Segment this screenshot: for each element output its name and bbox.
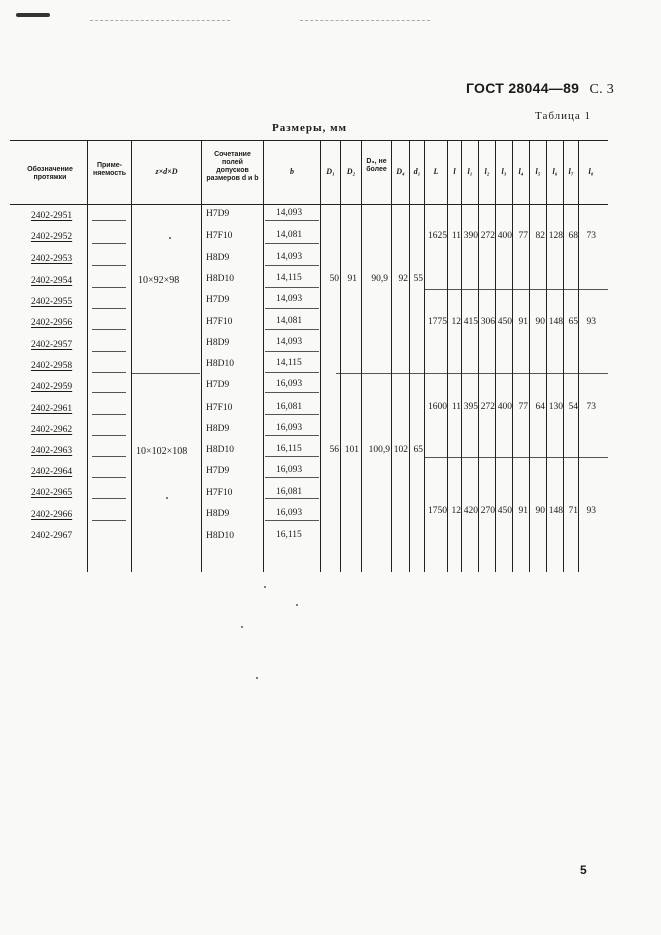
group2-b-l3: 450 <box>497 506 512 516</box>
row-fit: H7F10 <box>206 488 233 498</box>
group1-a-l2: 272 <box>480 231 495 241</box>
b-rule <box>265 265 319 266</box>
row-b: 14,081 <box>276 316 303 326</box>
row-b: 16,081 <box>276 402 303 412</box>
subgroup-divider <box>424 289 608 290</box>
row-code: 2402-2962 <box>31 425 73 435</box>
row-b: 14,081 <box>276 230 303 240</box>
col-rule <box>340 140 341 572</box>
group-divider <box>336 373 608 374</box>
page-reference: С. 3 <box>589 82 614 97</box>
scan-speck <box>169 237 171 239</box>
blank-line <box>92 456 126 457</box>
group1-b-l: 12 <box>451 317 461 327</box>
col-header-l5: l₅ <box>535 167 541 176</box>
group2-a-l7: 54 <box>568 402 578 412</box>
row-fit: H8D10 <box>206 531 234 541</box>
group2-b-l2: 270 <box>480 506 495 516</box>
group1-b-l1: 415 <box>463 317 478 327</box>
row-fit: H8D9 <box>206 253 230 263</box>
group1-D2: 91 <box>347 274 357 284</box>
col-header-zdD: z×d×D <box>155 167 178 176</box>
group1-a-l8: 73 <box>586 231 596 241</box>
row-code: 2402-2964 <box>31 467 73 477</box>
row-fit: H8D9 <box>206 338 230 348</box>
row-fit: H7F10 <box>206 231 233 241</box>
row-code: 2402-2953 <box>31 254 73 264</box>
col-rule <box>361 140 362 572</box>
group2-a-l8: 73 <box>586 402 596 412</box>
row-code: 2402-2956 <box>31 318 73 328</box>
col-header-D3: D₃, не более <box>366 158 387 173</box>
row-fit: H7D9 <box>206 380 230 390</box>
b-rule <box>265 308 319 309</box>
col-header-l: l <box>453 167 456 176</box>
blank-line <box>92 329 126 330</box>
units-caption: Размеры, мм <box>272 122 348 134</box>
blank-line <box>92 498 126 499</box>
page-number: 5 <box>580 863 587 877</box>
row-fit: H7D9 <box>206 295 230 305</box>
col-header-l3: l₃ <box>501 167 507 176</box>
group2-a-l6: 130 <box>548 402 563 412</box>
row-fit: H8D9 <box>206 509 230 519</box>
row-b: 16,093 <box>276 379 303 389</box>
b-rule <box>265 498 319 499</box>
col-rule <box>320 140 321 572</box>
group2-d1: 65 <box>413 445 423 455</box>
row-code: 2402-2951 <box>31 211 73 221</box>
blank-line <box>92 243 126 244</box>
blank-line <box>92 414 126 415</box>
row-b: 14,115 <box>276 273 302 283</box>
group1-D1: 50 <box>329 274 339 284</box>
table-label: Таблица 1 <box>535 110 592 122</box>
group2-a-l1: 395 <box>463 402 478 412</box>
blank-line <box>92 520 126 521</box>
group2-b-l8: 93 <box>586 506 596 516</box>
b-rule <box>265 435 319 436</box>
row-fit: H8D10 <box>206 274 234 284</box>
b-rule <box>265 392 319 393</box>
row-fit: H7D9 <box>206 209 230 219</box>
b-rule <box>265 243 319 244</box>
group1-b-l2: 306 <box>480 317 495 327</box>
col-rule <box>578 140 579 572</box>
col-rule <box>391 140 392 572</box>
b-rule <box>265 477 319 478</box>
group1-a-l1: 390 <box>463 231 478 241</box>
group1-a-l7: 68 <box>568 231 578 241</box>
row-b: 14,093 <box>276 252 303 262</box>
group2-a-L: 1600 <box>428 402 447 412</box>
scan-speck <box>241 626 243 628</box>
scan-dash <box>300 20 430 22</box>
group2-D2: 101 <box>344 445 359 455</box>
group2-b-l1: 420 <box>463 506 478 516</box>
row-b: 14,093 <box>276 337 303 347</box>
col-header-D2: D₂ <box>346 167 356 176</box>
b-rule <box>265 456 319 457</box>
row-b: 16,115 <box>276 444 302 454</box>
col-rule <box>263 140 264 572</box>
header-bottom-rule <box>10 204 608 205</box>
row-code: 2402-2961 <box>31 404 73 414</box>
group2-a-l3: 400 <box>497 402 512 412</box>
group1-a-l5: 82 <box>535 231 545 241</box>
row-code: 2402-2966 <box>31 510 73 520</box>
group2-b-l: 12 <box>451 506 461 516</box>
group2-b-l6: 148 <box>548 506 563 516</box>
col-header-d1: d₁ <box>413 167 421 176</box>
group1-a-l6: 128 <box>548 231 563 241</box>
row-b: 16,093 <box>276 423 303 433</box>
group1-D4: 92 <box>398 274 408 284</box>
group1-d1: 55 <box>413 274 423 284</box>
col-header-l4: l₄ <box>518 167 524 176</box>
group2-a-l5: 64 <box>535 402 545 412</box>
standard-header <box>466 80 614 98</box>
row-fit: H7D9 <box>206 466 230 476</box>
scan-speck <box>166 497 168 499</box>
scan-speck <box>296 604 298 606</box>
row-fit: H8D9 <box>206 424 230 434</box>
group2-D3: 100,9 <box>368 445 390 455</box>
b-rule <box>265 520 319 521</box>
row-b: 14,115 <box>276 358 302 368</box>
group1-D3: 90,9 <box>371 274 388 284</box>
group2-b-l4: 91 <box>518 506 528 516</box>
b-rule <box>265 414 319 415</box>
group2-a-l: 11 <box>451 402 461 412</box>
col-header-l8: l₈ <box>588 167 594 176</box>
group1-zdD: 10×92×98 <box>138 275 180 286</box>
b-rule <box>265 372 319 373</box>
group1-a-l4: 77 <box>518 231 528 241</box>
scan-speck <box>264 586 266 588</box>
col-header-D1: D₁ <box>326 167 335 176</box>
b-rule <box>265 351 319 352</box>
col-header-designation: Обозначение протяжки <box>27 166 73 181</box>
row-fit: H8D10 <box>206 445 234 455</box>
group2-b-L: 1750 <box>428 506 447 516</box>
row-fit: H7F10 <box>206 317 233 327</box>
blank-line <box>92 265 126 266</box>
blank-line <box>92 392 126 393</box>
row-fit: H8D10 <box>206 359 234 369</box>
col-rule <box>131 140 132 572</box>
blank-line <box>92 351 126 352</box>
col-rule <box>87 140 88 572</box>
row-code: 2402-2952 <box>31 232 73 242</box>
col-rule <box>409 140 410 572</box>
subgroup-divider <box>424 457 608 458</box>
blank-line <box>92 287 126 288</box>
group1-b-l3: 450 <box>497 317 512 327</box>
standard-number: ГОСТ 28044—89 <box>466 80 580 96</box>
col-header-fits: Сочетание полей допусков размеров d и b <box>206 151 259 182</box>
row-code: 2402-2963 <box>31 446 73 456</box>
group1-b-l6: 148 <box>548 317 563 327</box>
blank-line <box>92 435 126 436</box>
group1-a-l3: 400 <box>497 231 512 241</box>
blank-line <box>92 477 126 478</box>
group1-b-l4: 91 <box>518 317 528 327</box>
row-b: 16,081 <box>276 487 303 497</box>
col-header-l6: l₆ <box>552 167 558 176</box>
row-b: 16,115 <box>276 530 302 540</box>
group1-a-l: 11 <box>451 231 461 241</box>
group1-b-l8: 93 <box>586 317 596 327</box>
group1-b-L: 1775 <box>428 317 447 327</box>
group2-b-l5: 90 <box>535 506 545 516</box>
row-code: 2402-2967 <box>31 531 73 541</box>
row-b: 14,093 <box>276 294 303 304</box>
col-header-l7: l₇ <box>568 167 574 176</box>
col-header-b: b <box>290 167 294 176</box>
group2-a-l4: 77 <box>518 402 528 412</box>
row-code: 2402-2965 <box>31 488 73 498</box>
col-header-D4: D₄ <box>396 167 405 176</box>
row-b: 14,093 <box>276 208 303 218</box>
row-b: 16,093 <box>276 465 303 475</box>
group2-b-l7: 71 <box>568 506 578 516</box>
group1-b-l5: 90 <box>535 317 545 327</box>
col-header-L: L <box>433 167 439 176</box>
row-code: 2402-2954 <box>31 276 73 286</box>
scan-mark <box>16 13 50 17</box>
blank-line <box>92 308 126 309</box>
group2-zdD: 10×102×108 <box>136 446 188 457</box>
group2-a-l2: 272 <box>480 402 495 412</box>
group1-a-L: 1625 <box>428 231 447 241</box>
col-header-l2: l₂ <box>484 167 490 176</box>
col-header-l1: l₁ <box>467 167 473 176</box>
row-code: 2402-2955 <box>31 297 73 307</box>
col-header-application: Приме-няемость <box>92 162 126 177</box>
scan-speck <box>256 677 258 679</box>
scan-dash <box>90 20 230 22</box>
blank-line <box>92 372 126 373</box>
b-rule <box>265 329 319 330</box>
table-top-rule <box>10 140 608 141</box>
group1-b-l7: 65 <box>568 317 578 327</box>
row-b: 16,093 <box>276 508 303 518</box>
row-code: 2402-2958 <box>31 361 73 371</box>
blank-line <box>92 220 126 221</box>
group2-D4: 102 <box>393 445 408 455</box>
row-code: 2402-2959 <box>31 382 73 392</box>
row-code: 2402-2957 <box>31 340 73 350</box>
col-rule <box>201 140 202 572</box>
b-rule <box>265 220 319 221</box>
group2-D1: 56 <box>329 445 339 455</box>
b-rule <box>265 287 319 288</box>
group-divider <box>132 373 200 374</box>
row-fit: H7F10 <box>206 403 233 413</box>
